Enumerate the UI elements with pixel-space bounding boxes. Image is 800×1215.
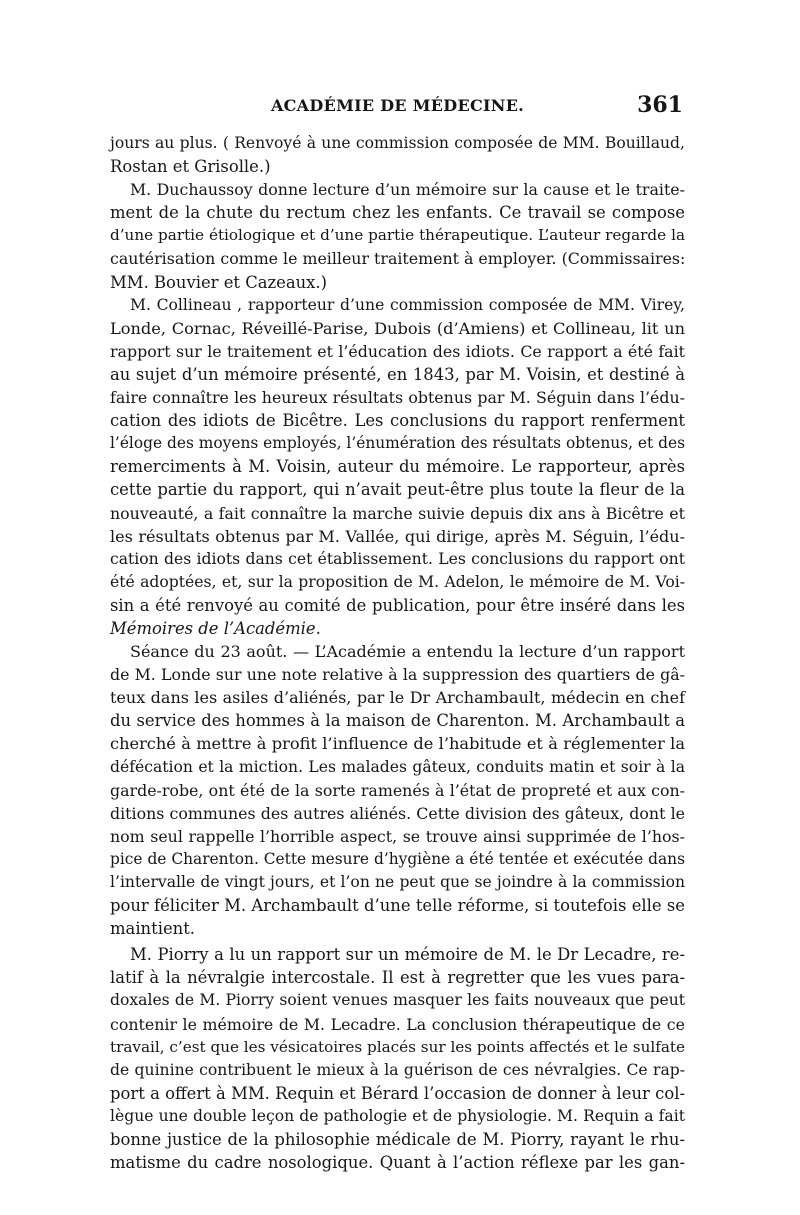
text-line: ditions communes des autres aliénés. Cette division des gâteux, dont le — [110, 803, 685, 823]
text-line: latif à la névralgie intercostale. Il est à regretter que les vues para- — [110, 968, 685, 988]
text-line: Séance du 23 août. — L’Académie a entendu la lecture d’un rapport — [130, 642, 685, 662]
text-line: bonne justice de la philosophie médicale de M. Piorry, rayant le rhu- — [110, 1130, 685, 1150]
text-line: cette partie du rapport, qui n’avait peut-être plus toute la fleur de la — [110, 480, 685, 500]
text-line: nom seul rappelle l’horrible aspect, se trouve ainsi supprimée de l’hos- — [110, 826, 685, 846]
text-line: travail, c’est que les vésicatoires placés sur les points affectés et le sulfate — [110, 1037, 685, 1056]
body-text — [110, 132, 685, 1174]
page-number: 361 — [637, 92, 683, 118]
text-line: faire connaître les heureux résultats obtenus par M. Séguin dans l’édu- — [110, 388, 685, 408]
text-line: du service des hommes à la maison de Charenton. M. Archambault a — [110, 711, 685, 731]
text-line: M. Collineau , rapporteur d’une commission composée de MM. Virey, — [130, 295, 685, 314]
text-line: port a offert à MM. Requin et Bérard l’occasion de donner à leur col- — [110, 1083, 685, 1103]
text-line: cation des idiots de Bicêtre. Les conclusions du rapport renferment — [110, 411, 685, 431]
text-line: maintient. — [110, 919, 195, 939]
text-line: doxales de M. Piorry soient venues masquer les faits nouveaux que peut — [110, 991, 685, 1010]
text-line: lègue une double leçon de pathologie et de physiologie. M. Requin a fait — [110, 1106, 685, 1125]
text-line: nouveauté, a fait connaître la marche suivie depuis dix ans à Bicêtre et — [110, 503, 685, 523]
text-line: cherché à mettre à profit l’influence de l’habitude et à réglementer la — [110, 734, 685, 754]
text-line: d’une partie étiologique et d’une partie thérapeutique. L’auteur regarde la — [110, 226, 685, 245]
text-line: M. Piorry a lu un rapport sur un mémoire de M. le Dr Lecadre, re- — [130, 945, 685, 965]
page-header — [110, 92, 685, 132]
text-line: de M. Londe sur une note relative à la suppression des quartiers de gâ- — [110, 665, 685, 685]
text-line: Mémoires de l’Académie. — [110, 618, 321, 638]
text-line: l’éloge des moyens employés, l’énumération des résultats obtenus, et des — [110, 434, 685, 453]
text-line: cation des idiots dans cet établissement. Les conclusions du rapport ont — [110, 549, 685, 568]
text-line: l’intervalle de vingt jours, et l’on ne peut que se joindre à la commission — [110, 873, 685, 891]
text-line: défécation et la miction. Les malades gâteux, conduits matin et soir à la — [110, 757, 685, 776]
text-line: Londe, Cornac, Réveillé-Parise, Dubois (d’Amiens) et Collineau, lit un — [110, 318, 685, 338]
paragraph-5 — [110, 943, 685, 1174]
text-line: ment de la chute du rectum chez les enfants. Ce travail se compose — [110, 203, 685, 223]
text-line: de quinine contribuent le mieux à la guérison de ces névralgies. Ce rap- — [110, 1060, 685, 1079]
text-line: pour féliciter M. Archambault d’une telle réforme, si toutefois elle se — [110, 896, 685, 916]
text-line: remerciments à M. Voisin, auteur du mémoire. Le rapporteur, après — [110, 457, 685, 477]
text-line: cautérisation comme le meilleur traitement à employer. (Commissaires: — [110, 249, 686, 269]
paragraph-1 — [110, 132, 685, 178]
text-line: sin a été renvoyé au comité de publication, pour être inséré dans les — [110, 595, 685, 615]
text-line: garde-robe, ont été de la sorte ramenés à l’état de propreté et aux con- — [110, 780, 685, 800]
book-page — [110, 92, 685, 1174]
text-line: contenir le mémoire de M. Lecadre. La conclusion thérapeutique de ce — [110, 1014, 685, 1034]
paragraph-3 — [110, 294, 685, 640]
text-line: rapport sur le traitement et l’éducation des idiots. Ce rapport a été fait — [110, 341, 685, 361]
text-line: teux dans les asiles d’aliénés, par le Dr Archambault, médecin en chef — [110, 688, 685, 708]
text-line: jours au plus. ( Renvoyé à une commission composée de MM. Bouillaud, — [110, 134, 685, 152]
text-line: été adoptées, et, sur la proposition de M. Adelon, le mémoire de M. Voi- — [110, 572, 685, 591]
running-title: ACADÉMIE DE MÉDECINE. — [270, 96, 525, 115]
text-line: matisme du cadre nosologique. Quant à l’action réflexe par les gan- — [110, 1153, 685, 1173]
text-line: pice de Charenton. Cette mesure d’hygiène a été tentée et exécutée dans — [110, 849, 685, 868]
text-line: M. Duchaussoy donne lecture d’un mémoire sur la cause et le traite- — [130, 180, 685, 200]
text-line: les résultats obtenus par M. Vallée, qui dirige, après M. Séguin, l’édu- — [110, 526, 685, 546]
paragraph-2 — [110, 178, 685, 293]
text-line: Rostan et Grisolle.) — [110, 157, 271, 177]
text-line: au sujet d’un mémoire présenté, en 1843, par M. Voisin, et destiné à — [110, 364, 685, 384]
paragraph-4 — [110, 640, 685, 940]
text-line: MM. Bouvier et Cazeaux.) — [110, 272, 328, 292]
